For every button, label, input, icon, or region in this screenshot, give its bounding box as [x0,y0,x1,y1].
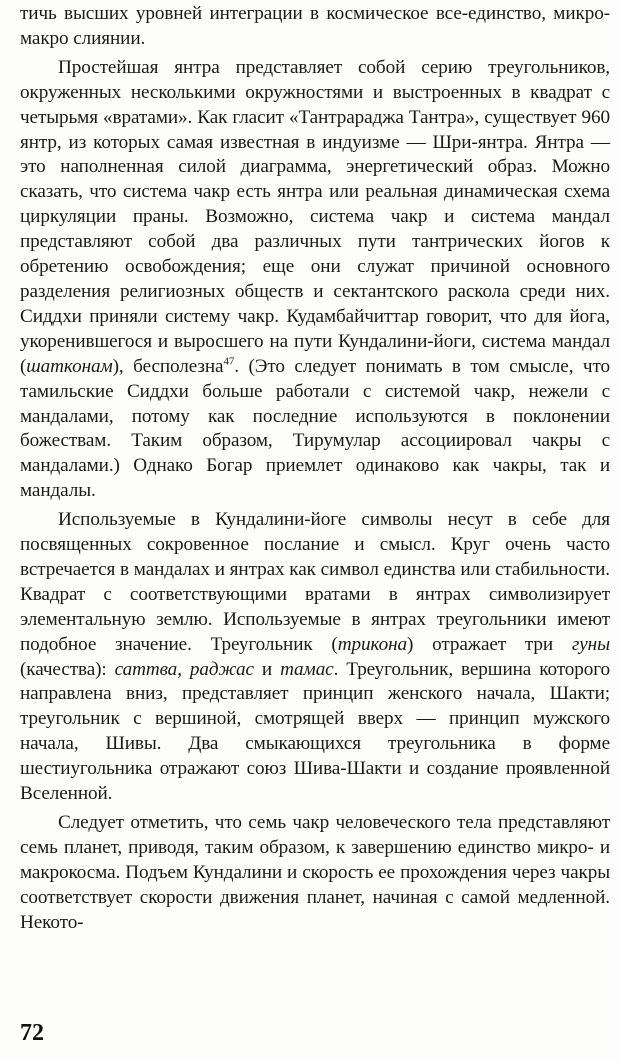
italic-term: шатконам [26,355,113,377]
italic-term: тамас [280,658,334,680]
italic-term: саттва [114,658,178,680]
text-run: Следует отметить, что семь чакр человеческого тела представляют семь планет, приводя, таким образом, к завершению единство микро- и макрокосма. Подъем Кундалини и скорость ее прохождения через чакры соответствует скорости движения планет, начиная с самой медленной. Некото- [20,812,610,933]
text-run: , [177,658,190,680]
footnote-ref: 47 [223,355,235,368]
text-run: ), бесполезна [112,355,224,377]
paragraph-4 [20,811,610,936]
italic-term: трикона [337,633,408,655]
text-column [20,2,610,940]
text-run: Простейшая янтра представляет собой серию треугольников, окруженных несколькими окружностями и выстроенных в квадрат с четырьмя «вратами». Как гласит «Тантрараджа Тантра», существует 960 янтр, из которых самая известная в индуизме — Шри-янтра. Янтра — это наполненная силой диаграмма, энергетический образ. Можно сказать, что система чакр есть янтра или реальная динамическая схема циркуляции праны. Возможно, система чакр и система мандал представляют собой два различных пути тантрических йогов к обретению освобождения; еще они служат причиной основного разделения религиозных обществ и сектантского раскола среди них. Сиддхи приняли систему чакр. Кудамбайчиттар говорит, что для йога, укоренившегося и выросшего на пути Кундалини-йоги, система мандал ( [20,56,610,377]
text-run: (качества): [20,658,115,680]
text-run: . (Это следует понимать в том смысле, что тамильские Сиддхи больше работали с системой чакр, нежели с мандалами, потому как последние используются в поклонении божествам. Таким образом, Тирумулар ассоциировал чакры с мандалами.) Однако Богар приемлет одинаково как чакры, так и мандалы. [20,355,610,502]
paragraph-2 [20,56,610,504]
italic-term: раджас [189,658,254,680]
text-run: тичь высших уровней интеграции в космическое все-единство, микро-макро слиянии. [20,3,610,49]
paragraph-3 [20,508,610,807]
italic-term: гуны [571,633,610,655]
text-run: Используемые в Кундалини-йоге символы несут в себе для посвященных сокровенное послание и смысл. Круг очень часто встречается в мандалах и янтрах как символ единства или стабильности. Квадрат с соответствующими вратами в янтрах символизирует элементальную землю. Используемые в янтрах треугольники имеют подобное значение. Треугольник ( [20,509,610,655]
text-run: ) отражает три [407,633,572,655]
page-number: 72 [20,1020,44,1046]
text-run: и [253,658,281,680]
text-run: . Треугольник, вершина которого направлена вниз, представляет принцип женского начала, Шакти; треугольник с вершиной, смотрящей вверх — принцип мужского начала, Шивы. Два смыкающихся треугольника в форме шестиугольника отражают союз Шива-Шакти и создание проявленной Вселенной. [20,658,610,805]
paragraph-1 [20,2,610,52]
